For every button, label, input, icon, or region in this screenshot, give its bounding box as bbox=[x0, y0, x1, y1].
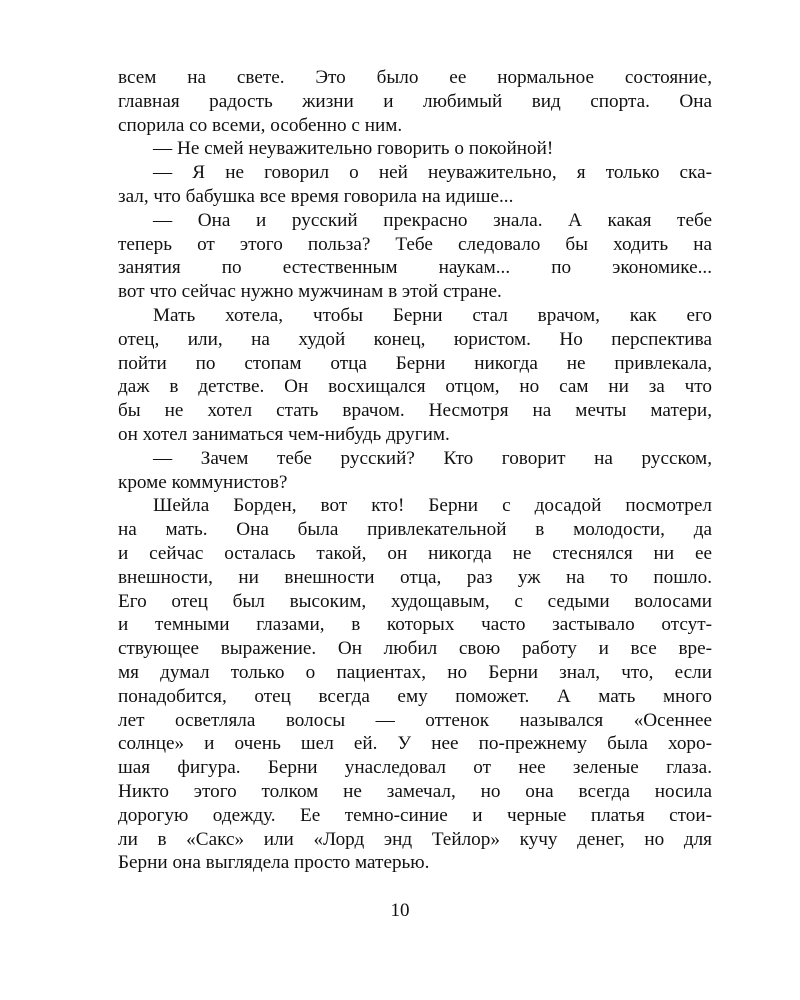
text-line: — Зачем тебе русский? Кто говорит на русском, bbox=[153, 447, 712, 469]
text-line: зал, что бабушка все время говорила на идише... bbox=[118, 185, 514, 207]
text-line: пойти по стопам отца Берни никогда не привлекала, bbox=[118, 352, 712, 374]
body-text bbox=[118, 66, 712, 875]
text-line: Шейла Борден, вот кто! Берни с досадой посмотрел bbox=[153, 495, 712, 517]
text-line: шая фигура. Берни унаследовал от нее зеленые глаза. bbox=[118, 757, 712, 779]
text-line: всем на свете. Это было ее нормальное состояние, bbox=[118, 67, 712, 88]
text-line: дорогую одежду. Ее темно-синие и черные платья стои- bbox=[118, 804, 712, 826]
text-line: и темными глазами, в которых часто застывало отсут- bbox=[118, 614, 712, 636]
text-line: теперь от этого польза? Тебе следовало бы ходить на bbox=[118, 233, 712, 255]
text-line: Никто этого толком не замечал, но она всегда носила bbox=[118, 780, 712, 802]
text-line: спорила со всеми, особенно с ним. bbox=[118, 114, 403, 136]
text-line: понадобится, отец всегда ему поможет. А мать много bbox=[118, 685, 712, 707]
text-line: солнце» и очень шел ей. У нее по-прежнему была хоро- bbox=[118, 733, 712, 755]
text-line: главная радость жизни и любимый вид спорта. Она bbox=[118, 90, 712, 112]
text-line: бы не хотел стать врачом. Несмотря на мечты матери, bbox=[118, 400, 712, 422]
text-line: ствующее выражение. Он любил свою работу и все вре- bbox=[118, 638, 712, 660]
text-line: — Она и русский прекрасно знала. А какая тебе bbox=[153, 209, 712, 231]
page-number: 10 bbox=[390, 900, 410, 921]
text-line: даж в детстве. Он восхищался отцом, но сам ни за что bbox=[118, 376, 712, 398]
text-line: и сейчас осталась такой, он никогда не стеснялся ни ее bbox=[118, 542, 712, 564]
text-line: на мать. Она была привлекательной в молодости, да bbox=[118, 519, 712, 541]
text-line: — Я не говорил о ней неуважительно, я только ска- bbox=[153, 162, 712, 184]
text-line: вот что сейчас нужно мужчинам в этой стране. bbox=[118, 281, 502, 303]
text-line: занятия по естественным наукам... по экономике... bbox=[118, 257, 712, 279]
text-line: — Не смей неуважительно говорить о покойной! bbox=[153, 138, 554, 160]
text-line: мя думал только о пациентах, но Берни знал, что, если bbox=[118, 661, 712, 683]
text-line: Берни она выглядела просто матерью. bbox=[118, 852, 430, 874]
text-line: Его отец был высоким, худощавым, с седыми волосами bbox=[118, 590, 712, 612]
text-line: кроме коммунистов? bbox=[118, 471, 288, 493]
text-line: лет осветляла волосы — оттенок назывался «Осеннее bbox=[118, 709, 712, 731]
text-line: ли в «Сакс» или «Лорд энд Тейлор» кучу денег, но для bbox=[118, 828, 712, 850]
text-line: он хотел заниматься чем-нибудь другим. bbox=[118, 423, 450, 445]
text-line: Мать хотела, чтобы Берни стал врачом, как его bbox=[153, 304, 712, 326]
text-line: внешности, ни внешности отца, раз уж на то пошло. bbox=[118, 566, 712, 588]
text-line: отец, или, на худой конец, юристом. Но перспектива bbox=[118, 328, 712, 350]
